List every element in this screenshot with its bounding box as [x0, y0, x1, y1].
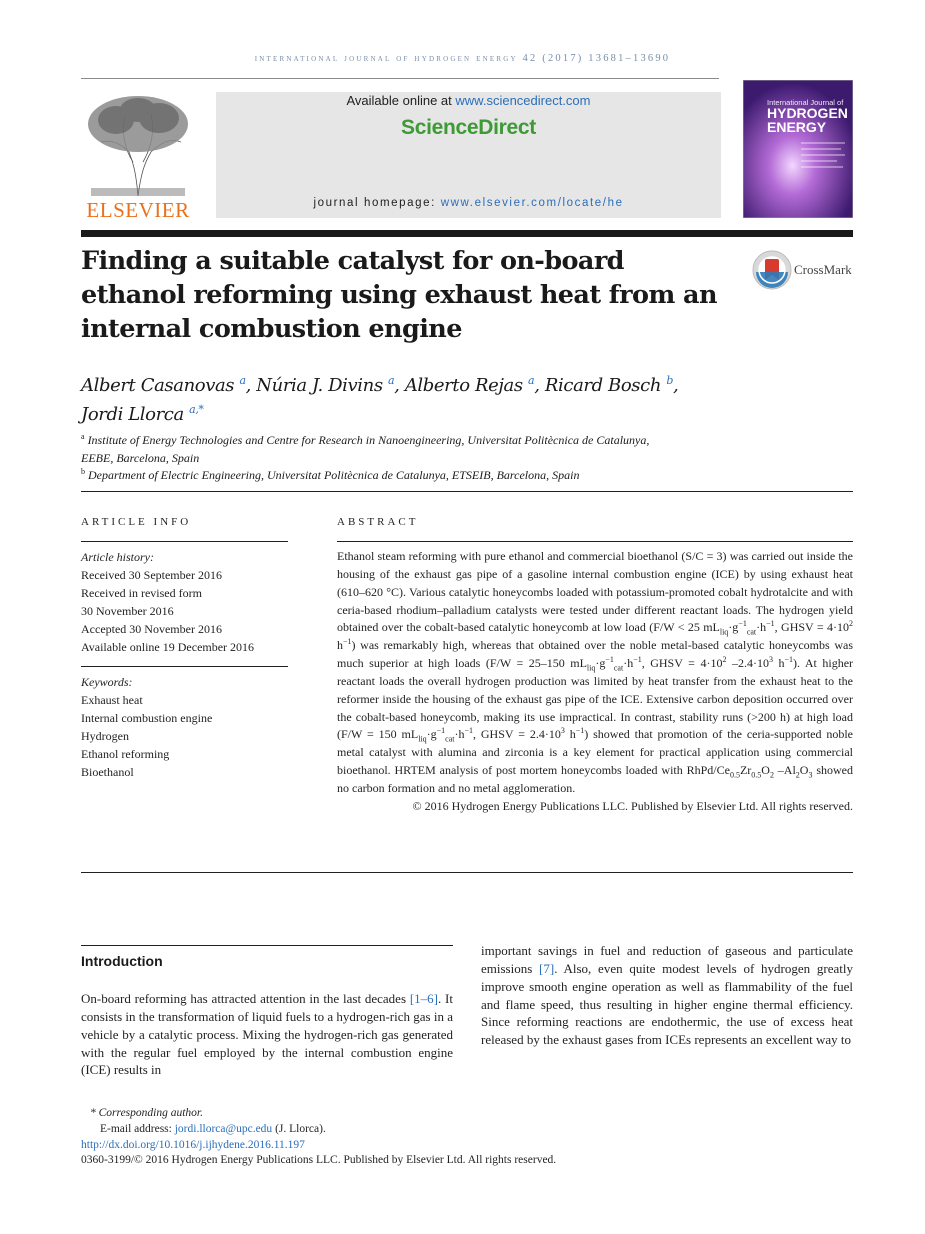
- keyword: Bioethanol: [81, 765, 134, 779]
- intro-rule: [81, 945, 453, 946]
- homepage-link[interactable]: www.elsevier.com/locate/he: [440, 197, 624, 209]
- affiliation-key: b: [81, 467, 85, 476]
- affiliation-key: a: [81, 432, 85, 441]
- abstract-rule: [337, 541, 853, 542]
- abstract-copyright: © 2016 Hydrogen Energy Publications LLC. Published by Elsevier Ltd. All rights reserved.: [412, 798, 853, 813]
- issn-note: 0360-3199/© 2016 Hydrogen Energy Publications LLC. Published by Elsevier Ltd. All rights reserved.: [81, 1154, 557, 1166]
- journal-cover: [743, 80, 853, 218]
- crossmark-icon: [752, 250, 792, 290]
- available-online: [216, 93, 721, 108]
- running-header: international journal of hydrogen energy 42 (2017) 13681–13690: [254, 53, 671, 64]
- article-history: [81, 548, 291, 656]
- affiliation-b: [81, 463, 851, 484]
- author-aff[interactable]: a: [388, 374, 395, 387]
- author-list: Albert Casanovas $^a$, Núria J. Divins $^a$, Alberto Rejas $^a$, Ricard Bosch $^b$, Jordi Llorca $^{a,*}$: [81, 374, 679, 425]
- cover-line2: HYDROGEN: [767, 105, 848, 121]
- article-info-heading: ARTICLE INFO: [81, 516, 192, 528]
- keyword: Exhaust heat: [81, 693, 143, 707]
- sciencedirect-link[interactable]: www.sciencedirect.com: [455, 93, 591, 108]
- abstract-heading: ABSTRACT: [337, 516, 419, 528]
- author-aff[interactable]: a: [528, 374, 535, 387]
- keywords-rule: [81, 666, 288, 667]
- abstract-text: Ethanol steam reforming with pure ethanol and commercial bioethanol (S/C = 3) was carried out inside the housing of the exhaust gas pipe of a gasoline internal combustion engine (ICE) by using exhaust heat (610–620 °C). Various catalytic honeycombs loaded with potassium-promoted cobalt hydrotalcite and with ceria-based rhodium–palladium catalysts were tested under different reactant loads. The hydrogen yield obtained over the cobalt-based catalytic honeycomb at low load (F/W < 25 $mL_{liq}\cdot g^{-1}_{cat}\cdot h^{-1}$, GHSV = $4\cdot 10^2$ $h^{-1}$) was remarkably high, whereas that obtained over the noble metal-based catalytic honeycombs was much superior at high loads (F/W = 25–150 $mL_{liq}\cdot g^{-1}_{cat}\cdot h^{-1}$, GHSV = $4\cdot 10^2$ $-2.4\cdot 10^3$ $h^{-1}$). At higher reactant loads the overall hydrogen production was limited by heat transfer from the exhaust heat to the reformer inside the housing of the exhaust gas pipe of the ICE. Extensive carbon deposition occurred over the cobalt-based honeycomb, making its use impractical. In contrast, stability runs (>200 h) at high load (F/W = 150 $mL_{liq}\cdot g^{-1}_{cat}\cdot h^{-1}$, GHSV = $2.4\cdot 10^3$ $h^{-1}$) showed that promotion of the ceria-supported noble metal catalyst with alumina and zirconia is a key element for practical application using commercial bioethanol. HRTEM analysis of post mortem honeycombs loaded with RhPd/$Ce_{0.5}Zr_{0.5}O_2$ $-Al_2O_3$ showed no carbon formation and no metal agglomeration. © 2016 Hydrogen Energy Publications LLC. Published by Elsevier Ltd. All rights reserved.: [337, 548, 853, 816]
- author-name: Alberto Rejas: [404, 375, 523, 396]
- author-aff[interactable]: b: [666, 374, 674, 387]
- history-label: Article history:: [81, 550, 154, 564]
- header-thick-bar: [81, 230, 853, 237]
- email-after: (J. Llorca).: [272, 1123, 326, 1135]
- section-rule-2: [81, 872, 853, 873]
- citation-link[interactable]: [7]: [539, 960, 555, 976]
- author-name: Ricard Bosch: [544, 375, 662, 396]
- sciencedirect-logo: ScienceDirect: [400, 116, 536, 139]
- elsevier-wordmark: ELSEVIER: [86, 198, 190, 222]
- online-date: Available online 19 December 2016: [81, 640, 255, 654]
- homepage-prefix: journal homepage:: [313, 197, 441, 209]
- affiliation-text-2: EEBE, Barcelona, Spain: [81, 451, 200, 465]
- keyword: Hydrogen: [81, 729, 129, 743]
- section-rule: [81, 491, 853, 492]
- article-title: Finding a suitable catalyst for on-board ethanol reforming using exhaust heat from an internal combustion engine: [81, 246, 717, 344]
- author-name: Jordi Llorca: [81, 404, 184, 425]
- citation-link[interactable]: [1–6]: [409, 991, 438, 1006]
- crossmark-label: CrossMark: [794, 262, 852, 277]
- email-label: E-mail address:: [100, 1123, 175, 1135]
- corresponding-note: * Corresponding author.: [90, 1107, 203, 1119]
- cover-line1: International Journal of: [767, 98, 844, 107]
- email-note: [100, 1122, 326, 1138]
- doi-link[interactable]: http://dx.doi.org/10.1016/j.ijhydene.2016.11.197: [81, 1139, 305, 1151]
- doi-note: [81, 1138, 305, 1154]
- intro-heading: Introduction: [81, 953, 163, 969]
- affiliation-text: Institute of Energy Technologies and Centre for Research in Nanoengineering, Universitat Politècnica de Catalunya,: [87, 433, 650, 447]
- affiliation-text: Department of Electric Engineering, Universitat Politècnica de Catalunya, ETSEIB, Barcelona, Spain: [88, 468, 580, 482]
- revised-label: Received in revised form: [81, 586, 202, 600]
- revised-date: 30 November 2016: [81, 604, 174, 618]
- affiliation-a: [81, 428, 851, 467]
- accepted-date: Accepted 30 November 2016: [81, 622, 222, 636]
- article-info-rule: [81, 541, 288, 542]
- cover-line3: ENERGY: [767, 119, 827, 135]
- received-date: Received 30 September 2016: [81, 568, 222, 582]
- author-aff[interactable]: a,*: [189, 403, 204, 416]
- crossmark-badge[interactable]: [752, 250, 854, 290]
- journal-homepage: [216, 197, 721, 209]
- author-aff[interactable]: a: [239, 374, 246, 387]
- author-name: Núria J. Divins: [256, 375, 383, 396]
- keywords-label: Keywords:: [81, 675, 133, 689]
- header-rule: [81, 78, 719, 79]
- keyword: Internal combustion engine: [81, 711, 213, 725]
- keywords-block: [81, 673, 291, 781]
- keyword: Ethanol reforming: [81, 747, 170, 761]
- intro-col-left: On-board reforming has attracted attention in the last decades [1–6]. It consists in the transformation of liquid fuels to a hydrogen-rich gas in a vehicle by a catalytic process. Mixing the hydrogen-rich gas generated with the regular fuel employed by the internal combustion engine (ICE) results in: [81, 991, 453, 1078]
- corresponding-text: Corresponding author.: [98, 1107, 203, 1119]
- author-name: Albert Casanovas: [81, 375, 235, 396]
- intro-col-right: important savings in fuel and reduction of gaseous and particulate emissions [7]. Also, even quite modest levels of hydrogen greatly improve smooth engine operation as well as flammability of the fuel and flame speed, thus resulting in higher engine thermal efficiency. Since reforming reactions are endothermic, the use of excess heat released by the exhaust gases from ICEs represents an excellent way to: [481, 943, 853, 1048]
- email-link[interactable]: jordi.llorca@upc.edu: [174, 1123, 273, 1135]
- available-prefix: Available online at: [346, 93, 456, 108]
